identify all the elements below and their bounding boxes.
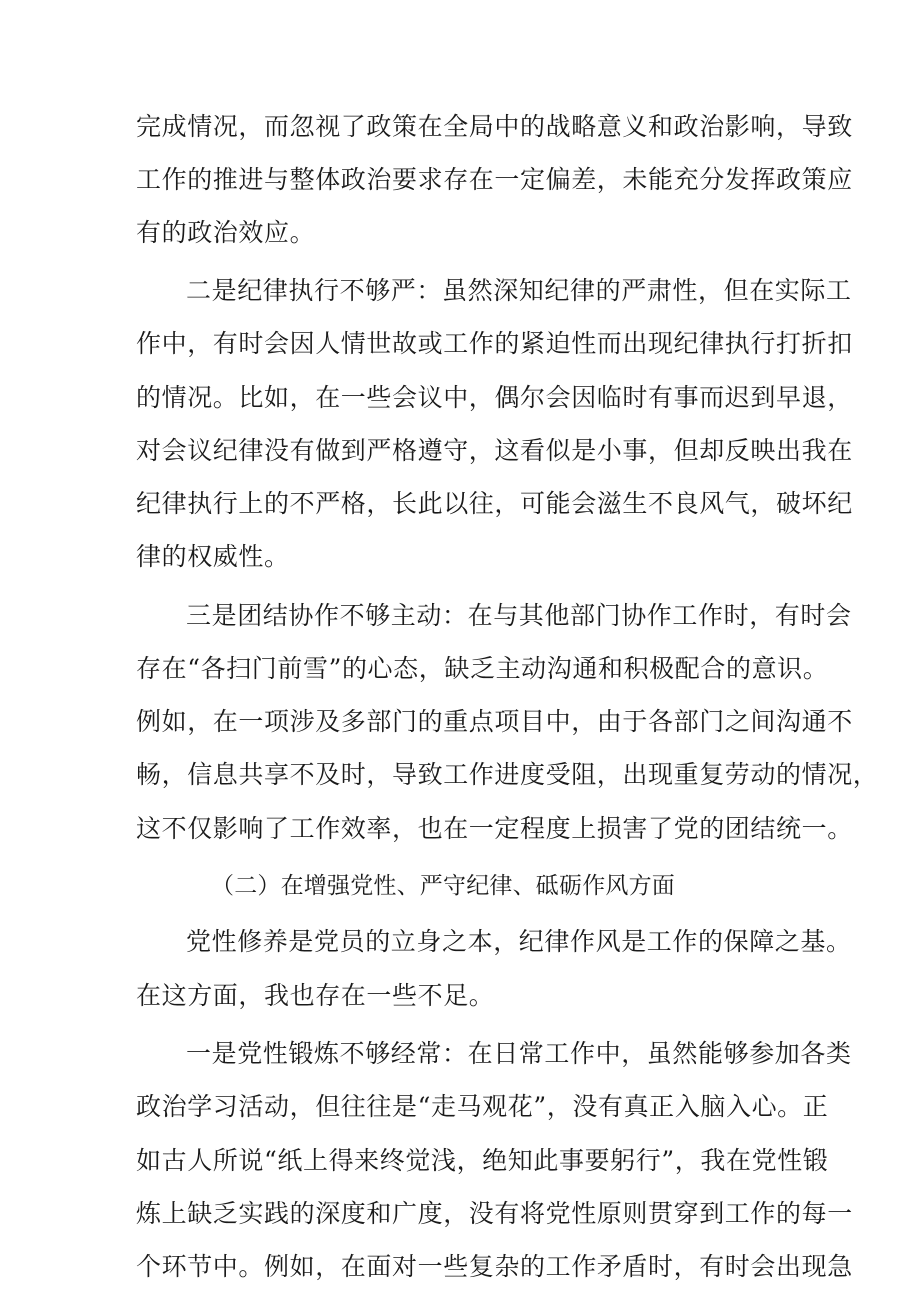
paragraph-first-line: 党性修养是党员的立身之本，纪律作风是工作的保障之基。 bbox=[186, 927, 852, 956]
text-line: 这不仅影响了工作效率，也在一定程度上损害了党的团结统一。 bbox=[136, 814, 853, 843]
text-line: 完成情况，而忽视了政策在全局中的战略意义和政治影响，导致 bbox=[136, 112, 853, 141]
paragraph-first-line: 三是团结协作不够主动：在与其他部门协作工作时，有时会 bbox=[186, 601, 852, 630]
text-line: 在这方面，我也存在一些不足。 bbox=[136, 981, 495, 1010]
text-line: 有的政治效应。 bbox=[136, 218, 316, 247]
text-line: 对会议纪律没有做到严格遵守，这看似是小事，但却反映出我在 bbox=[136, 436, 853, 465]
text-line: 作中，有时会因人情世故或工作的紧迫性而出现纪律执行打折扣 bbox=[136, 329, 853, 358]
text-line: 律的权威性。 bbox=[136, 542, 290, 571]
text-line: 个环节中。例如，在面对一些复杂的工作矛盾时，有时会出现急 bbox=[136, 1252, 853, 1281]
text-line: 畅，信息共享不及时，导致工作进度受阻，出现重复劳动的情况， bbox=[136, 760, 879, 789]
text-line: 政治学习活动，但往往是“走马观花”，没有真正入脑入心。正 bbox=[136, 1092, 829, 1121]
text-line: 工作的推进与整体政治要求存在一定偏差，未能充分发挥政策应 bbox=[136, 165, 853, 194]
text-line: 存在“各扫门前雪”的心态，缺乏主动沟通和积极配合的意识。 bbox=[136, 654, 829, 683]
text-line: 例如，在一项涉及多部门的重点项目中，由于各部门之间沟通不 bbox=[136, 707, 853, 736]
text-line: 如古人所说“纸上得来终觉浅，绝知此事要躬行”，我在党性锻 bbox=[136, 1146, 829, 1175]
paragraph-first-line: 二是纪律执行不够严：虽然深知纪律的严肃性，但在实际工 bbox=[186, 276, 852, 305]
text-line: 纪律执行上的不严格，长此以往，可能会滋生不良风气，破坏纪 bbox=[136, 489, 853, 518]
section-heading: （二）在增强党性、严守纪律、砥砺作风方面 bbox=[211, 873, 675, 899]
text-line: 炼上缺乏实践的深度和广度，没有将党性原则贯穿到工作的每一 bbox=[136, 1199, 853, 1228]
paragraph-first-line: 一是党性锻炼不够经常：在日常工作中，虽然能够参加各类 bbox=[186, 1039, 852, 1068]
text-line: 的情况。比如，在一些会议中，偶尔会因临时有事而迟到早退， bbox=[136, 383, 853, 412]
